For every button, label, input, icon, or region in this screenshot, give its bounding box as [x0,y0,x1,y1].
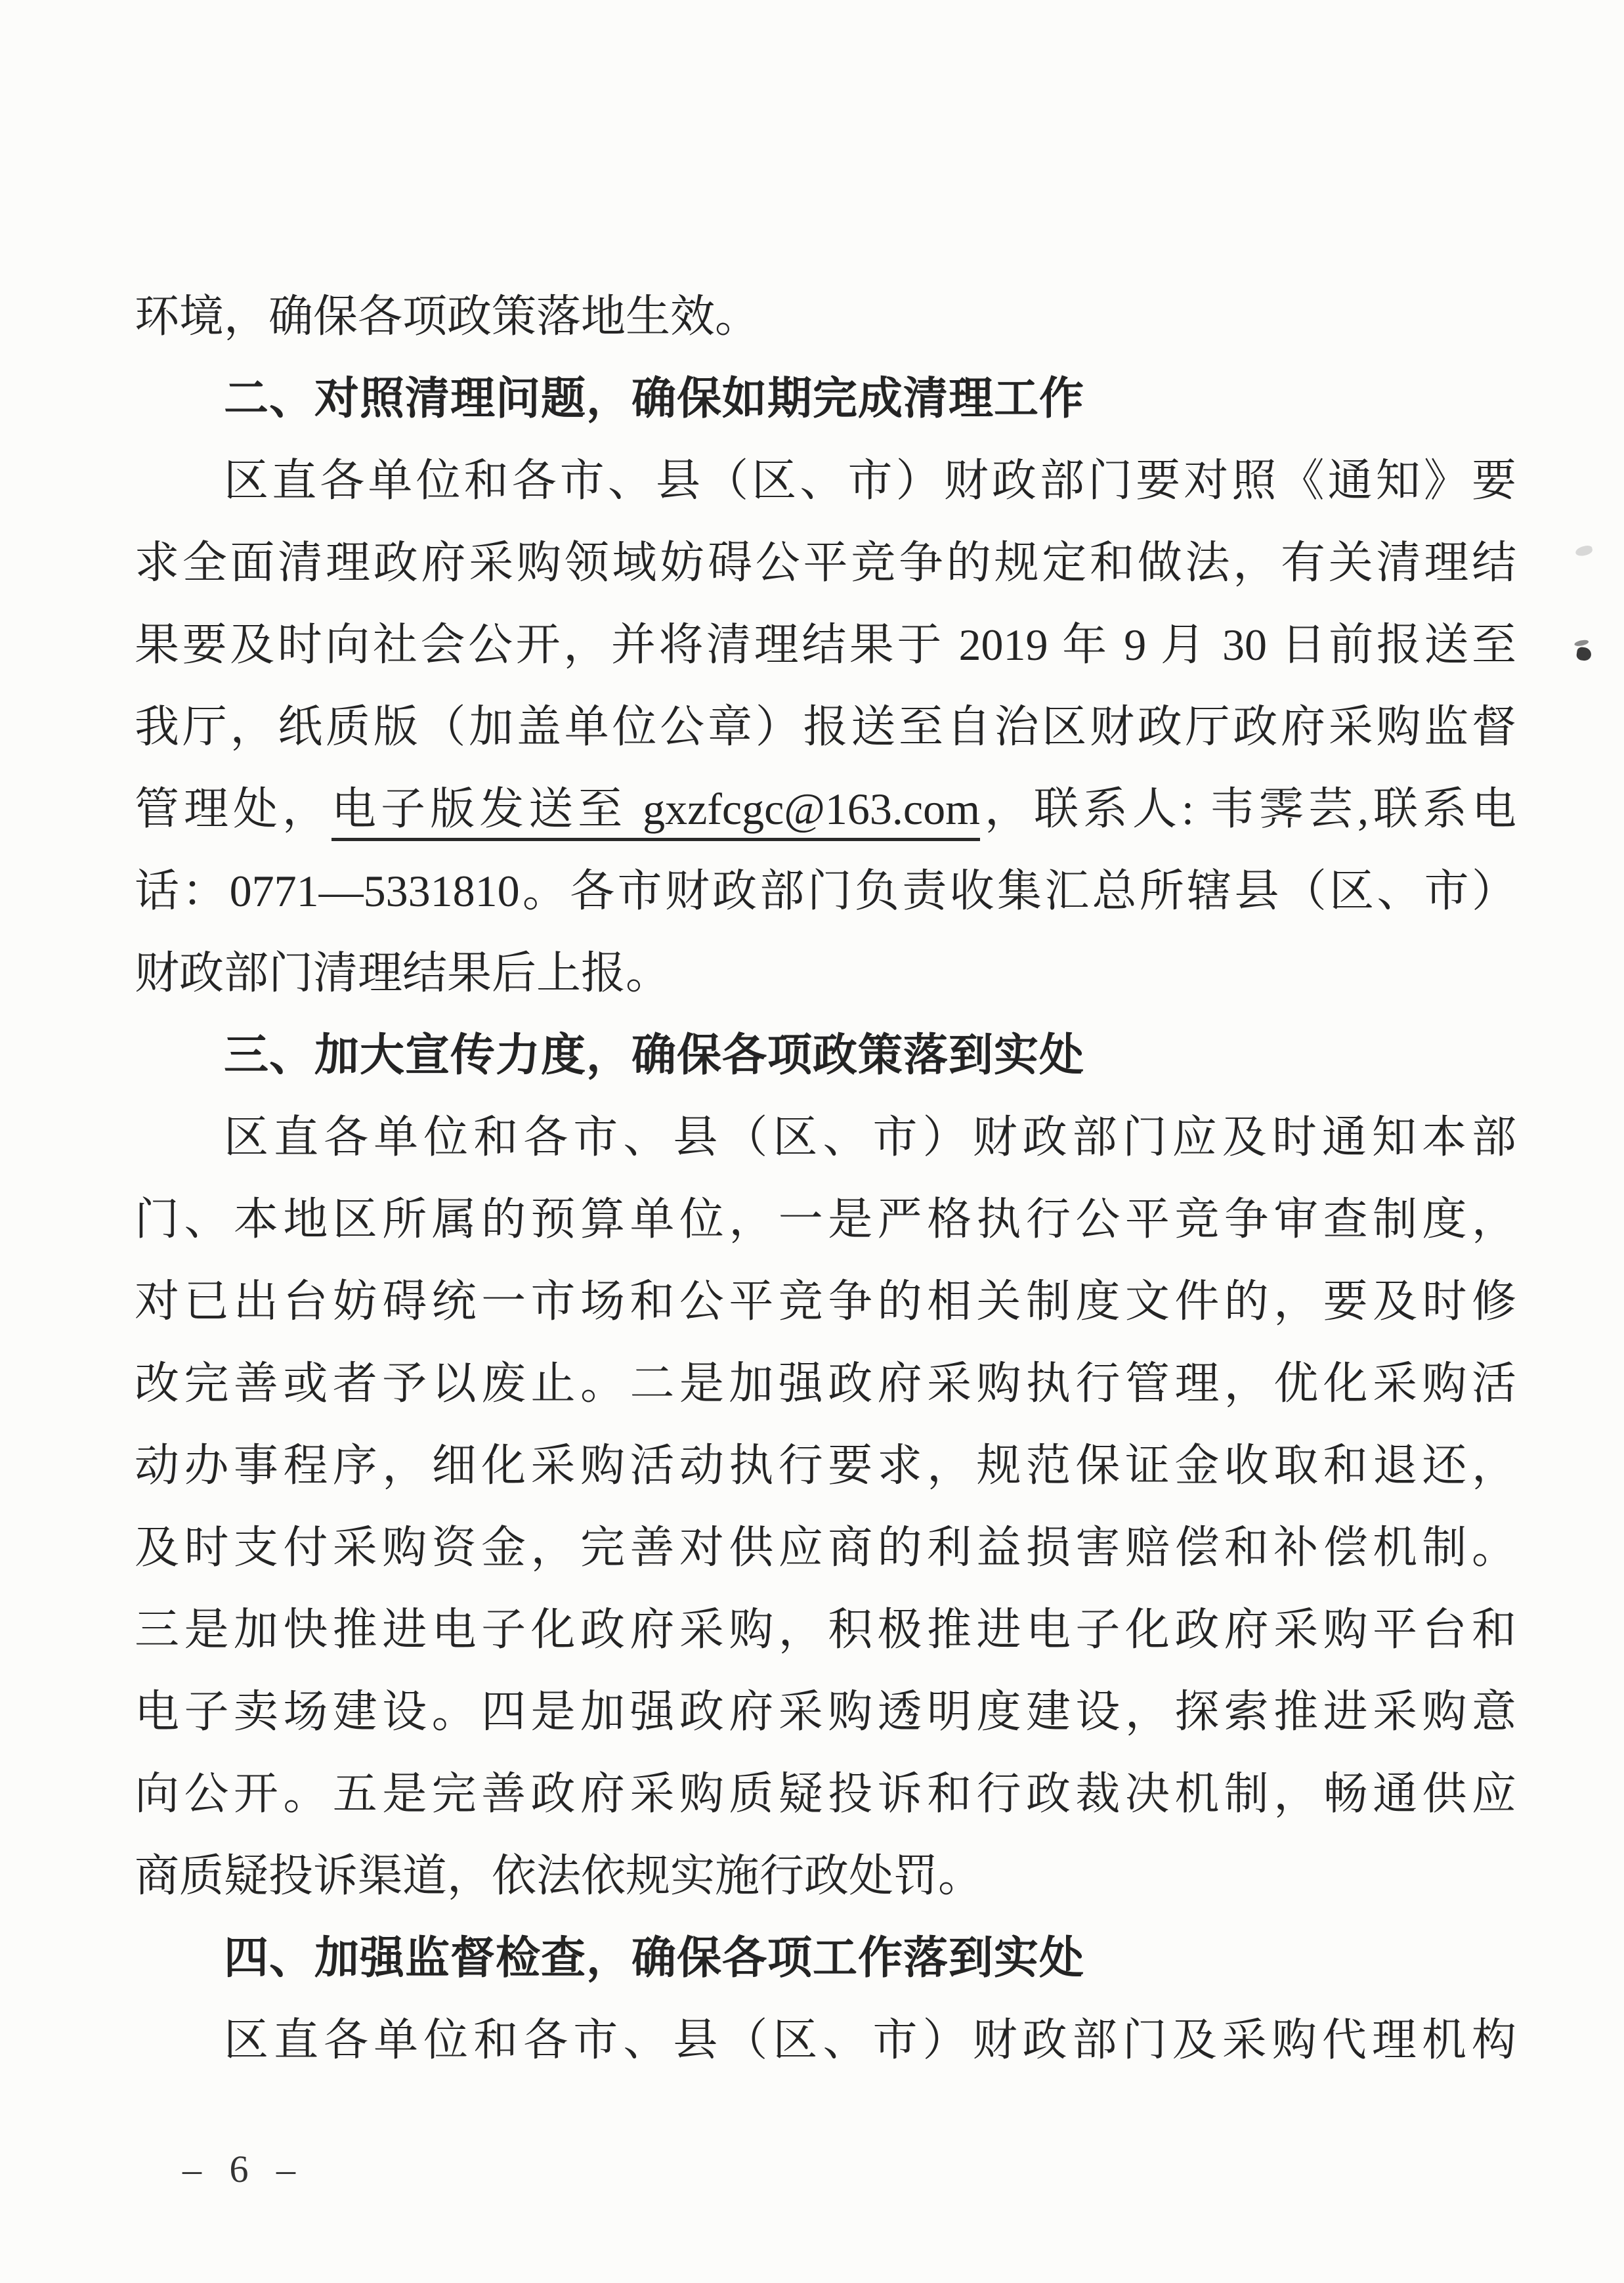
email-line-suffix: ，联系人: 韦霁芸,联系电 [980,784,1516,834]
body-line: 区直各单位和各市、县（区、市）财政部门应及时通知本部 [224,1112,1516,1162]
body-line: 向公开。五是完善政府采购质疑投诉和行政裁决机制，畅通供应 [135,1769,1516,1819]
body-line: 对已出台妨碍统一市场和公平竞争的相关制度文件的，要及时修 [135,1276,1516,1326]
body-line: 果要及时向社会公开，并将清理结果于 2019 年 9 月 30 日前报送至 [135,620,1516,670]
email-address-underlined: 电子版发送至 gxzfcgc@163.com [331,784,980,841]
body-line: 财政部门清理结果后上报。 [135,948,671,998]
section-heading-4: 四、加强监督检查，确保各项工作落到实处 [224,1933,1085,1983]
document-text-block [135,276,1516,2081]
email-line-prefix: 管理处， [135,784,332,834]
body-line: 电子卖场建设。四是加强政府采购透明度建设，探索推进采购意 [135,1687,1516,1737]
section-heading-3: 三、加大宣传力度，确保各项政策落到实处 [224,1030,1085,1080]
body-line: 区直各单位和各市、县（区、市）财政部门要对照《通知》要 [224,456,1516,506]
page-number: – 6 – [182,2148,305,2190]
body-line: 动办事程序，细化采购活动执行要求，规范保证金收取和退还， [135,1441,1516,1490]
body-line: 我厅，纸质版（加盖单位公章）报送至自治区财政厅政府采购监督 [135,702,1516,752]
body-line-email [135,768,1516,850]
section-heading-2: 二、对照清理问题，确保如期完成清理工作 [224,374,1085,424]
body-line: 改完善或者予以废止。二是加强政府采购执行管理，优化采购活 [135,1359,1516,1408]
body-line: 区直各单位和各市、县（区、市）财政部门及采购代理机构 [224,2015,1516,2065]
scan-artifact-speck [1576,647,1592,662]
body-line-phone: 话：0771—5331810。各市财政部门负责收集汇总所辖县（区、市） [135,866,1516,916]
body-line: 门、本地区所属的预算单位，一是严格执行公平竞争审查制度， [135,1194,1516,1244]
body-line: 三是加快推进电子化政府采购，积极推进电子化政府采购平台和 [135,1605,1516,1655]
body-line: 商质疑投诉渠道，依法依规实施行政处罚。 [135,1851,983,1901]
body-line: 及时支付采购资金，完善对供应商的利益损害赔偿和补偿机制。 [135,1523,1516,1573]
body-line-continuation: 环境，确保各项政策落地生效。 [135,292,760,341]
scan-artifact-speck [1575,544,1593,557]
body-line: 求全面清理政府采购领域妨碍公平竞争的规定和做法，有关清理结 [135,538,1516,588]
